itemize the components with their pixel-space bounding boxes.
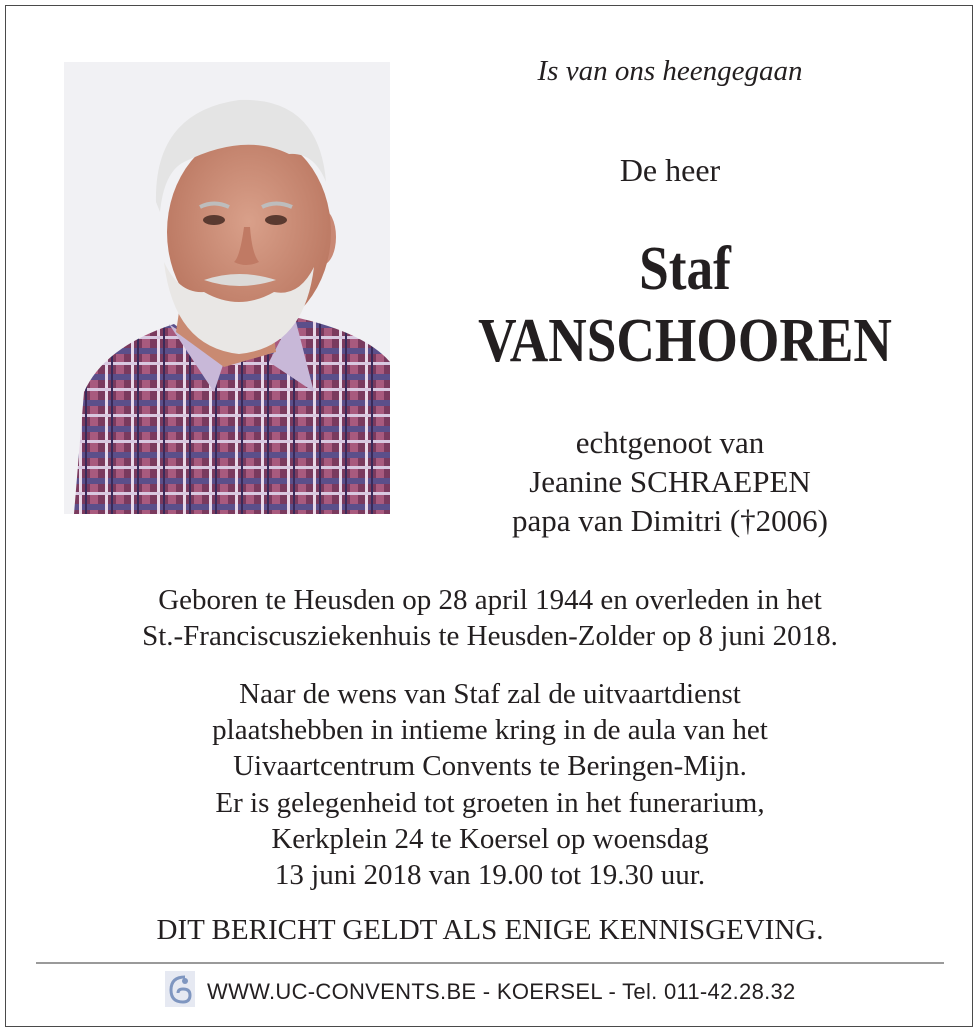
deceased-last-name: VANSCHOOREN: [478, 307, 892, 375]
paragraph-line: plaatshebben in intieme kring in de aula van het: [212, 714, 768, 747]
paragraph-line: 13 juni 2018 van 19.00 tot 19.30 uur.: [274, 858, 706, 891]
official-notice: DIT BERICHT GELDT ALS ENIGE KENNISGEVING.: [156, 914, 824, 946]
paragraph-line: Naar de wens van Staf zal de uitvaartdienst: [239, 678, 741, 710]
paragraph-line: St.-Franciscusziekenhuis te Heusden-Zolder op 8 juni 2018.: [142, 620, 838, 652]
paragraph-line: Kerkplein 24 te Koersel op woensdag: [271, 822, 709, 855]
paragraph-line: Geboren te Heusden op 28 april 1944 en overleden in het: [158, 584, 822, 616]
deceased-first-name: Staf: [639, 235, 731, 303]
portrait-photo: [64, 62, 390, 514]
relation-line: papa van Dimitri (†2006): [512, 503, 828, 538]
title-prefix: De heer: [619, 152, 721, 188]
uc-conventslogo-icon: [165, 971, 195, 1007]
birth-death-paragraph: [40, 582, 940, 654]
paragraph-line: Er is gelegenheid tot groeten in het funerarium,: [215, 786, 765, 819]
family-relations: [430, 423, 910, 540]
footer-contact: WWW.UC-CONVENTS.BE - KOERSEL - Tel. 011-42.28.32: [207, 979, 796, 1004]
paragraph-line: Uivaartcentrum Convents te Beringen-Mijn.: [233, 750, 747, 783]
funeral-service-paragraph: [40, 676, 940, 893]
footer-divider: [36, 962, 944, 964]
relation-line: Jeanine SCHRAEPEN: [529, 464, 811, 499]
intro-line: Is van ons heengegaan: [537, 55, 803, 87]
relation-line: echtgenoot van: [575, 425, 765, 460]
